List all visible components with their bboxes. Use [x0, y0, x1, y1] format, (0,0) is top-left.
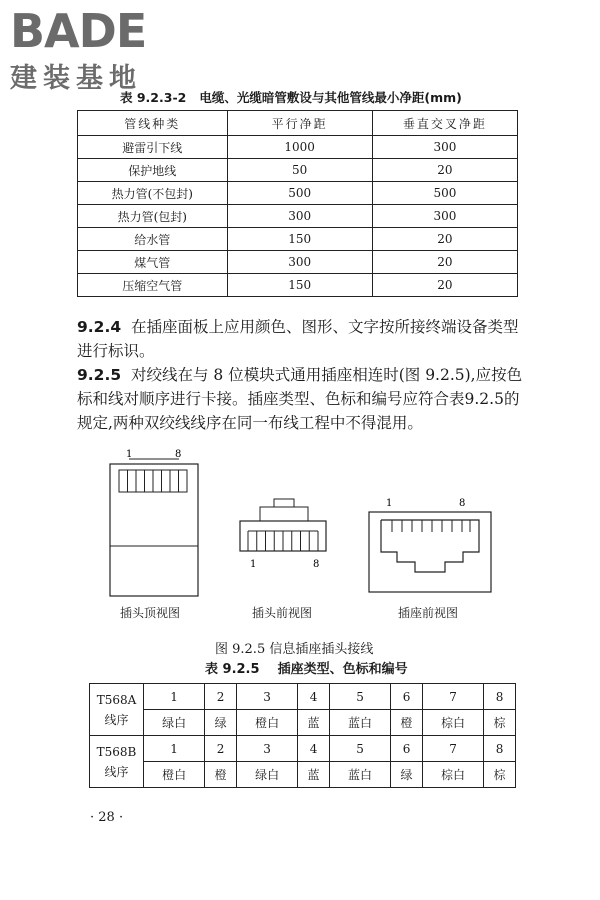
wire-color: 棕	[484, 762, 516, 788]
pin-number: 6	[391, 684, 423, 710]
table2-caption	[205, 658, 408, 677]
wire-color: 棕白	[422, 710, 483, 736]
logo-brand: BADE	[10, 4, 147, 58]
pin-number: 1	[144, 736, 205, 762]
wire-color: 蓝白	[329, 762, 390, 788]
pin-label-last: 8	[459, 498, 466, 509]
wire-color: 绿	[205, 710, 237, 736]
pin-number: 3	[236, 736, 297, 762]
plug-top-view-label: 插头顶视图	[120, 606, 181, 620]
table-cell: 20	[372, 251, 517, 274]
wire-color: 橙白	[236, 710, 297, 736]
pin-number: 5	[329, 736, 390, 762]
table-cell: 500	[372, 182, 517, 205]
table-cell: 热力管(包封)	[78, 205, 228, 228]
table-cell: 20	[372, 159, 517, 182]
table-cell: 300	[372, 136, 517, 159]
plug-front-view-label: 插头前视图	[252, 606, 313, 620]
wire-color: 蓝	[298, 710, 330, 736]
wire-color: 橙	[391, 710, 423, 736]
clause-9-2-5	[77, 363, 527, 435]
table-row	[90, 710, 516, 736]
pin-number: 8	[484, 684, 516, 710]
wire-color: 蓝	[298, 762, 330, 788]
plug-top-view-figure	[105, 448, 205, 602]
table-cell: 20	[372, 274, 517, 297]
table-cell: 煤气管	[78, 251, 228, 274]
clause-text: 对绞线在与 8 位模块式通用插座相连时(图 9.2.5),应按色标和线对顺序进行卡接。插座类型、色标和编号应符合表9.2.5的规定,两种双绞线线序在同一布线工程中不得混用。	[77, 366, 523, 432]
table-row	[78, 159, 518, 182]
wire-color: 绿白	[144, 710, 205, 736]
plug-front-view-figure	[232, 495, 332, 579]
header-cell: 平行净距	[227, 111, 372, 136]
table-cell: 避雷引下线	[78, 136, 228, 159]
plug-top-view-drawing	[105, 448, 205, 598]
figure-caption: 图 9.2.5 信息插座插头接线	[215, 642, 374, 657]
logo-subtitle: 建装基地	[10, 63, 142, 94]
table-cell: 300	[372, 205, 517, 228]
pin-label-first: 1	[250, 559, 257, 570]
table-cell: 热力管(不包封)	[78, 182, 228, 205]
clause-number: 9.2.5	[77, 366, 122, 384]
pin-label-first: 1	[386, 498, 393, 509]
table1-caption	[120, 88, 462, 106]
wire-color: 蓝白	[329, 710, 390, 736]
pin-number: 7	[422, 736, 483, 762]
pin-number: 5	[329, 684, 390, 710]
pin-number: 4	[298, 736, 330, 762]
wire-color: 棕	[484, 710, 516, 736]
table-cell: 给水管	[78, 228, 228, 251]
table-cell: 150	[227, 274, 372, 297]
wire-color: 橙	[205, 762, 237, 788]
pin-number: 2	[205, 736, 237, 762]
table-row	[78, 205, 518, 228]
table-row	[90, 684, 516, 710]
pin-number: 1	[144, 684, 205, 710]
table-row	[78, 251, 518, 274]
table-cell: 300	[227, 205, 372, 228]
wire-color: 绿白	[236, 762, 297, 788]
sequence-label: 线序	[104, 764, 129, 779]
jack-front-view-drawing	[365, 496, 495, 596]
table-row	[90, 736, 516, 762]
sequence-label: 线序	[104, 712, 129, 727]
wire-color: 橙白	[144, 762, 205, 788]
pin-number: 8	[484, 736, 516, 762]
table-row	[78, 274, 518, 297]
table-cell: 300	[227, 251, 372, 274]
standard-name: T568A	[96, 692, 137, 707]
table-row	[78, 136, 518, 159]
standard-name: T568B	[96, 744, 137, 759]
pin-number: 7	[422, 684, 483, 710]
pin-label-first: 1	[126, 449, 133, 460]
pin-label-last: 8	[313, 559, 320, 570]
pin-number: 3	[236, 684, 297, 710]
clause-text: 在插座面板上应用颜色、图形、文字按所接终端设备类型进行标识。	[77, 318, 519, 360]
pin-label-last: 8	[175, 449, 182, 460]
page-number: · 28 ·	[90, 810, 124, 825]
table1-caption-number: 表 9.2.3-2	[120, 90, 187, 105]
header-cell: 垂直交叉净距	[372, 111, 517, 136]
pin-number: 4	[298, 684, 330, 710]
t568b-label-cell	[90, 736, 144, 788]
table-cell: 150	[227, 228, 372, 251]
wire-color: 棕白	[422, 762, 483, 788]
t568a-label-cell	[90, 684, 144, 736]
jack-front-view-label: 插座前视图	[398, 606, 459, 620]
table1-caption-title: 电缆、光缆暗管敷设与其他管线最小净距(mm)	[199, 90, 462, 105]
pin-number: 6	[391, 736, 423, 762]
table-cell: 压缩空气管	[78, 274, 228, 297]
table-row	[90, 762, 516, 788]
table-row	[78, 228, 518, 251]
table-cell: 50	[227, 159, 372, 182]
clause-number: 9.2.4	[77, 318, 122, 336]
plug-front-view-drawing	[232, 495, 332, 575]
table-header-row	[78, 111, 518, 136]
header-cell: 管线种类	[78, 111, 228, 136]
color-code-table	[89, 683, 516, 788]
wire-color: 绿	[391, 762, 423, 788]
table-cell: 保护地线	[78, 159, 228, 182]
table-row	[78, 182, 518, 205]
table-cell: 1000	[227, 136, 372, 159]
table2-caption-title: 插座类型、色标和编号	[277, 662, 408, 677]
jack-front-view-figure	[365, 496, 495, 600]
clause-9-2-4	[77, 315, 527, 363]
table-cell: 20	[372, 228, 517, 251]
pin-number: 2	[205, 684, 237, 710]
brand-logo	[10, 4, 147, 95]
clearance-table	[77, 110, 518, 297]
table-cell: 500	[227, 182, 372, 205]
table2-caption-number: 表 9.2.5	[205, 662, 260, 677]
